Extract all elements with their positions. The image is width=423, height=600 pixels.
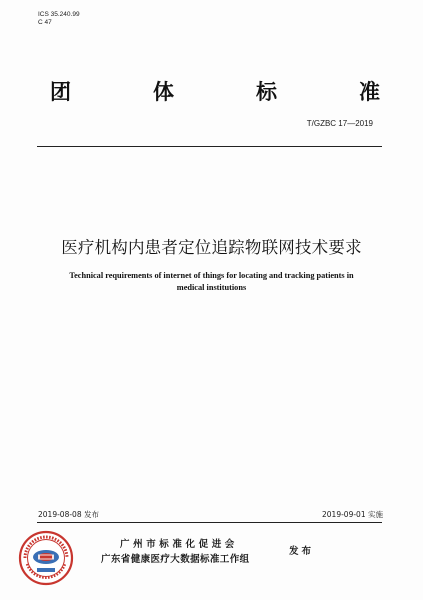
issuing-organization-1: 广州市标准化促进会 — [120, 539, 238, 550]
issuing-organization-2: 广东省健康医疗大数据标准工作组 — [101, 554, 250, 565]
top-divider-rule — [37, 146, 382, 147]
standard-type-char-4: 准 — [359, 80, 380, 104]
ics-code: ICS 35.240.99 — [38, 11, 80, 18]
english-title-line-1: Technical requirements of internet of things for locating and tracking patients in — [69, 271, 354, 280]
standard-type-char-3: 标 — [256, 80, 277, 104]
ccs-code: C 47 — [38, 19, 52, 26]
publish-date: 2019-08-08 发布 — [38, 510, 99, 519]
classification-codes — [38, 11, 80, 27]
implement-date: 2019-09-01 实施 — [322, 510, 383, 519]
standard-type-char-2: 体 — [153, 80, 174, 104]
issuer-seal-logo — [18, 530, 74, 586]
chinese-title: 医疗机构内患者定位追踪物联网技术要求 — [61, 238, 362, 257]
standard-type-heading — [50, 76, 380, 106]
standard-type-char-1: 团 — [50, 80, 71, 104]
standard-number: T/GZBC 17—2019 — [306, 119, 373, 128]
bottom-divider-rule — [37, 522, 382, 523]
issue-label: 发布 — [289, 546, 315, 557]
english-title — [40, 270, 383, 294]
english-title-line-2: medical institutions — [176, 283, 247, 292]
